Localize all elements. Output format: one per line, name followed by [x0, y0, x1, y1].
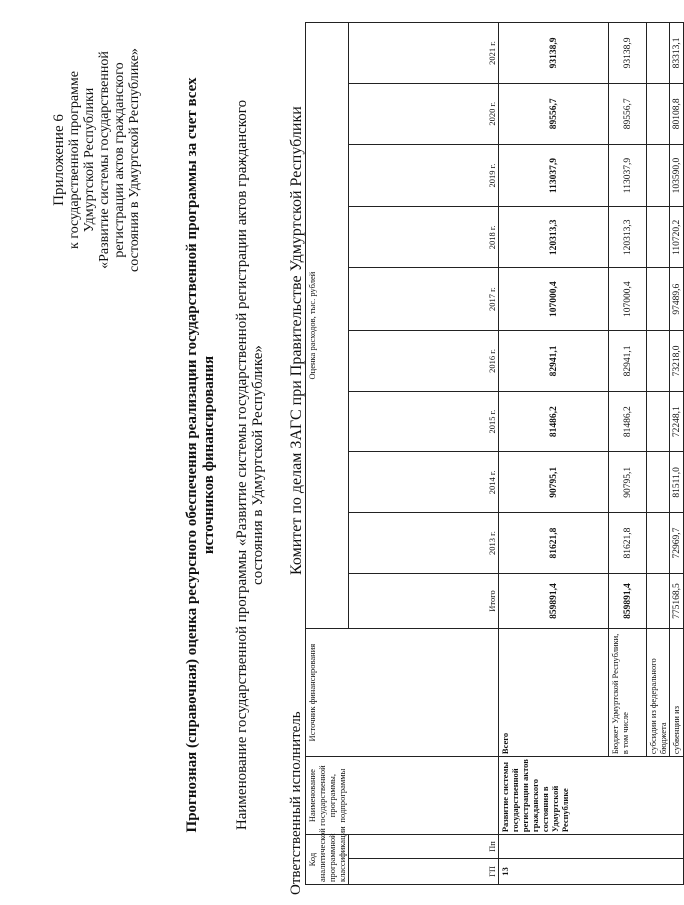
- header-name: Наименование государственной программы, подпрограммы: [306, 757, 499, 835]
- value-cell: 81486,2: [499, 391, 609, 452]
- header-estimate: Оценка расходов, тыс. рублей: [306, 23, 349, 629]
- header-year: 2013 г.: [349, 513, 499, 574]
- header-total: Итого: [349, 573, 499, 628]
- title-line: источников финансирования: [201, 355, 217, 555]
- value-cell: [647, 513, 670, 574]
- title-line: Прогнозная (справочная) оценка ресурсного обеспечения реализации государственной программы за счет всех: [184, 77, 200, 833]
- value-cell: 83313,1: [670, 23, 684, 84]
- value-cell: 120313,3: [499, 207, 609, 268]
- value-cell: 80108,8: [670, 83, 684, 144]
- header-year: 2019 г.: [349, 144, 499, 207]
- appendix-line: регистрации актов гражданского: [112, 62, 127, 258]
- value-cell: [647, 23, 670, 84]
- header-year: 2021 г.: [349, 23, 499, 84]
- program-title-cell: Развитие системы государственной регистрации актов гражданского состояния в Удмуртской Республике: [499, 757, 684, 835]
- program-name-line: состояния в Удмуртской Республике»: [250, 345, 266, 585]
- value-cell: 90795,1: [499, 452, 609, 513]
- header-pp: Пп: [349, 835, 499, 859]
- source-cell: субсидии из федерального бюджета: [647, 629, 670, 757]
- value-cell: 120313,3: [609, 207, 647, 268]
- total-cell: 859891,4: [499, 573, 609, 628]
- value-cell: 72969,7: [670, 513, 684, 574]
- value-cell: 81621,8: [499, 513, 609, 574]
- program-name: [234, 85, 266, 845]
- value-cell: 113037,9: [609, 144, 647, 207]
- value-cell: [647, 331, 670, 392]
- appendix-line: к государственной программе: [67, 71, 82, 249]
- value-cell: 93138,9: [609, 23, 647, 84]
- value-cell: 89556,7: [499, 83, 609, 144]
- program-name-line: Наименование государственной программы «Развитие системы государственной регистрации актов гражданского: [234, 99, 250, 831]
- value-cell: 113037,9: [499, 144, 609, 207]
- appendix-line: Удмуртской Республики: [82, 87, 97, 233]
- appendix-block: [52, 15, 142, 305]
- executor-label: Ответственный исполнитель: [288, 711, 304, 895]
- source-cell: субвенции из: [670, 629, 684, 757]
- value-cell: 107000,4: [499, 268, 609, 331]
- value-cell: 81511,0: [670, 452, 684, 513]
- header-source: Источник финансирования: [306, 629, 499, 757]
- value-cell: 72248,1: [670, 391, 684, 452]
- header-year: 2017 г.: [349, 268, 499, 331]
- header-year: 2018 г.: [349, 207, 499, 268]
- value-cell: 89556,7: [609, 83, 647, 144]
- value-cell: 82941,1: [499, 331, 609, 392]
- document-title: [184, 15, 218, 895]
- value-cell: 81621,8: [609, 513, 647, 574]
- header-gp: ГП: [349, 858, 499, 884]
- source-cell: Бюджет Удмуртской Республики, в том числе: [609, 629, 647, 757]
- value-cell: 90795,1: [609, 452, 647, 513]
- header-year: 2020 г.: [349, 83, 499, 144]
- value-cell: [647, 268, 670, 331]
- total-cell: [647, 573, 670, 628]
- value-cell: 81486,2: [609, 391, 647, 452]
- value-cell: [647, 452, 670, 513]
- total-cell: 775168,5: [670, 573, 684, 628]
- appendix-line: состояния в Удмуртской Республике»: [127, 48, 142, 272]
- value-cell: [647, 391, 670, 452]
- value-cell: 97489,6: [670, 268, 684, 331]
- header-year: 2014 г.: [349, 452, 499, 513]
- value-cell: 110720,2: [670, 207, 684, 268]
- total-cell: 859891,4: [609, 573, 647, 628]
- value-cell: 82941,1: [609, 331, 647, 392]
- value-cell: 103590,0: [670, 144, 684, 207]
- value-cell: [647, 83, 670, 144]
- header-code: Код аналитической программной классификации: [306, 835, 349, 885]
- pp-code: [499, 835, 684, 859]
- financing-table: [305, 22, 684, 885]
- value-cell: [647, 207, 670, 268]
- gp-code: 13: [499, 858, 684, 884]
- header-year: 2016 г.: [349, 331, 499, 392]
- appendix-line: Приложение 6: [51, 114, 67, 206]
- source-cell: Всего: [499, 629, 609, 757]
- value-cell: 93138,9: [499, 23, 609, 84]
- executor-value: Комитет по делам ЗАГС при Правительстве Удмуртской Республики: [288, 106, 305, 575]
- value-cell: 73218,0: [670, 331, 684, 392]
- header-year: 2015 г.: [349, 391, 499, 452]
- value-cell: 107000,4: [609, 268, 647, 331]
- value-cell: [647, 144, 670, 207]
- appendix-line: «Развитие системы государственной: [97, 51, 112, 269]
